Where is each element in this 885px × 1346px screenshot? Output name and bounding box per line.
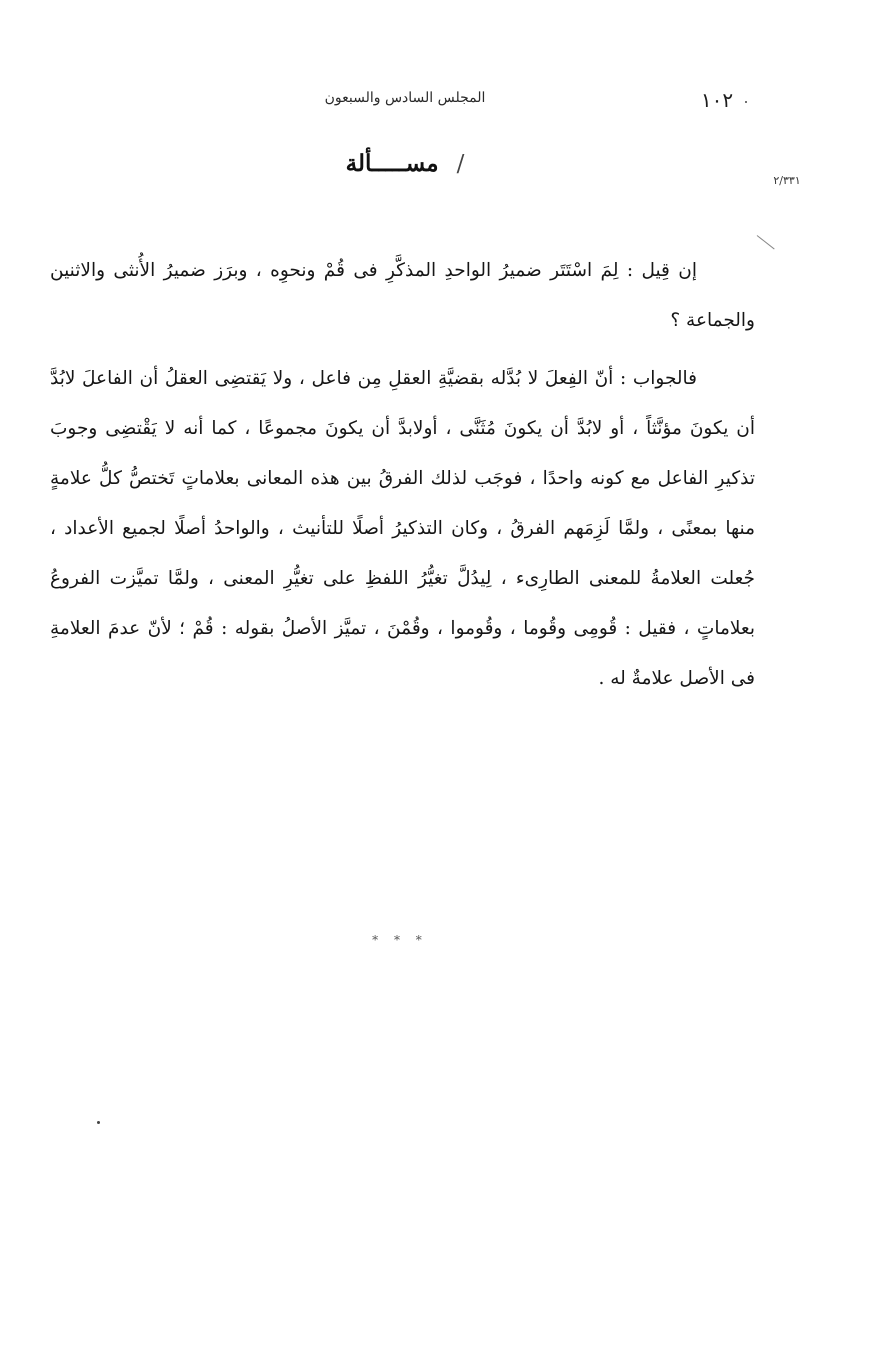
heading-slash: /	[456, 151, 465, 177]
section-separator: * * *	[372, 933, 428, 947]
margin-tick-mark	[757, 235, 775, 249]
question-paragraph: إن قِيل : لِمَ اسْتَتَر ضميرُ الواحدِ المذكَّرِ فى قُمْ ونحوِه ، وبرَز ضميرُ الأُنثى والاثنين والجماعة ؟	[50, 260, 755, 331]
heading-title: مســـــألة	[345, 150, 439, 177]
ink-speck	[97, 1121, 100, 1124]
body-text	[50, 246, 755, 704]
ink-speck	[745, 101, 747, 103]
answer-paragraph: فالجواب : أنّ الفِعلَ لا بُدَّله بقضيَّةِ العقلِ مِن فاعل ، ولا يَقتضِى العقلُ أن الفاعلَ لابُدَّ أن يكونَ مؤنَّثاً ، أو لابُدَّ أن يكونَ مُثَنَّى ، أولابدَّ أن يكونَ مجموعًا ، كما أنه لا يَقْتضِى وجوبَ تذكيرِ الفاعل مع كونه واحدًا ، فوجَب لذلك الفرقُ بين هذه المعانى بعلاماتٍ تَختصُّ كلُّ علامةٍ منها بمعنًى ، ولمَّا لَزِمَهم الفرقُ ، وكان التذكيرُ أصلًا للتأنيث ، والواحدُ أصلًا لجميع الأعداد ، جُعلت العلامةُ للمعنى الطارِىء ، لِيدُلَّ تغيُّرُ اللفظِ على تغيُّرِ المعنى ، ولمَّا تميَّزت الفروعُ بعلاماتٍ ، فقيل : قُومِى وقُوما ، وقُوموا ، وقُمْنَ ، تميَّز الأصلُ بقوله : قُمْ ؛ لأنّ عدمَ العلامةِ فى الأصل علامةٌ له .	[50, 368, 755, 689]
section-heading	[300, 150, 510, 177]
page-number: ١٠٢	[700, 88, 734, 112]
running-title: المجلس السادس والسبعون	[324, 90, 486, 106]
margin-reference: ٢/٣٣١	[773, 174, 801, 187]
